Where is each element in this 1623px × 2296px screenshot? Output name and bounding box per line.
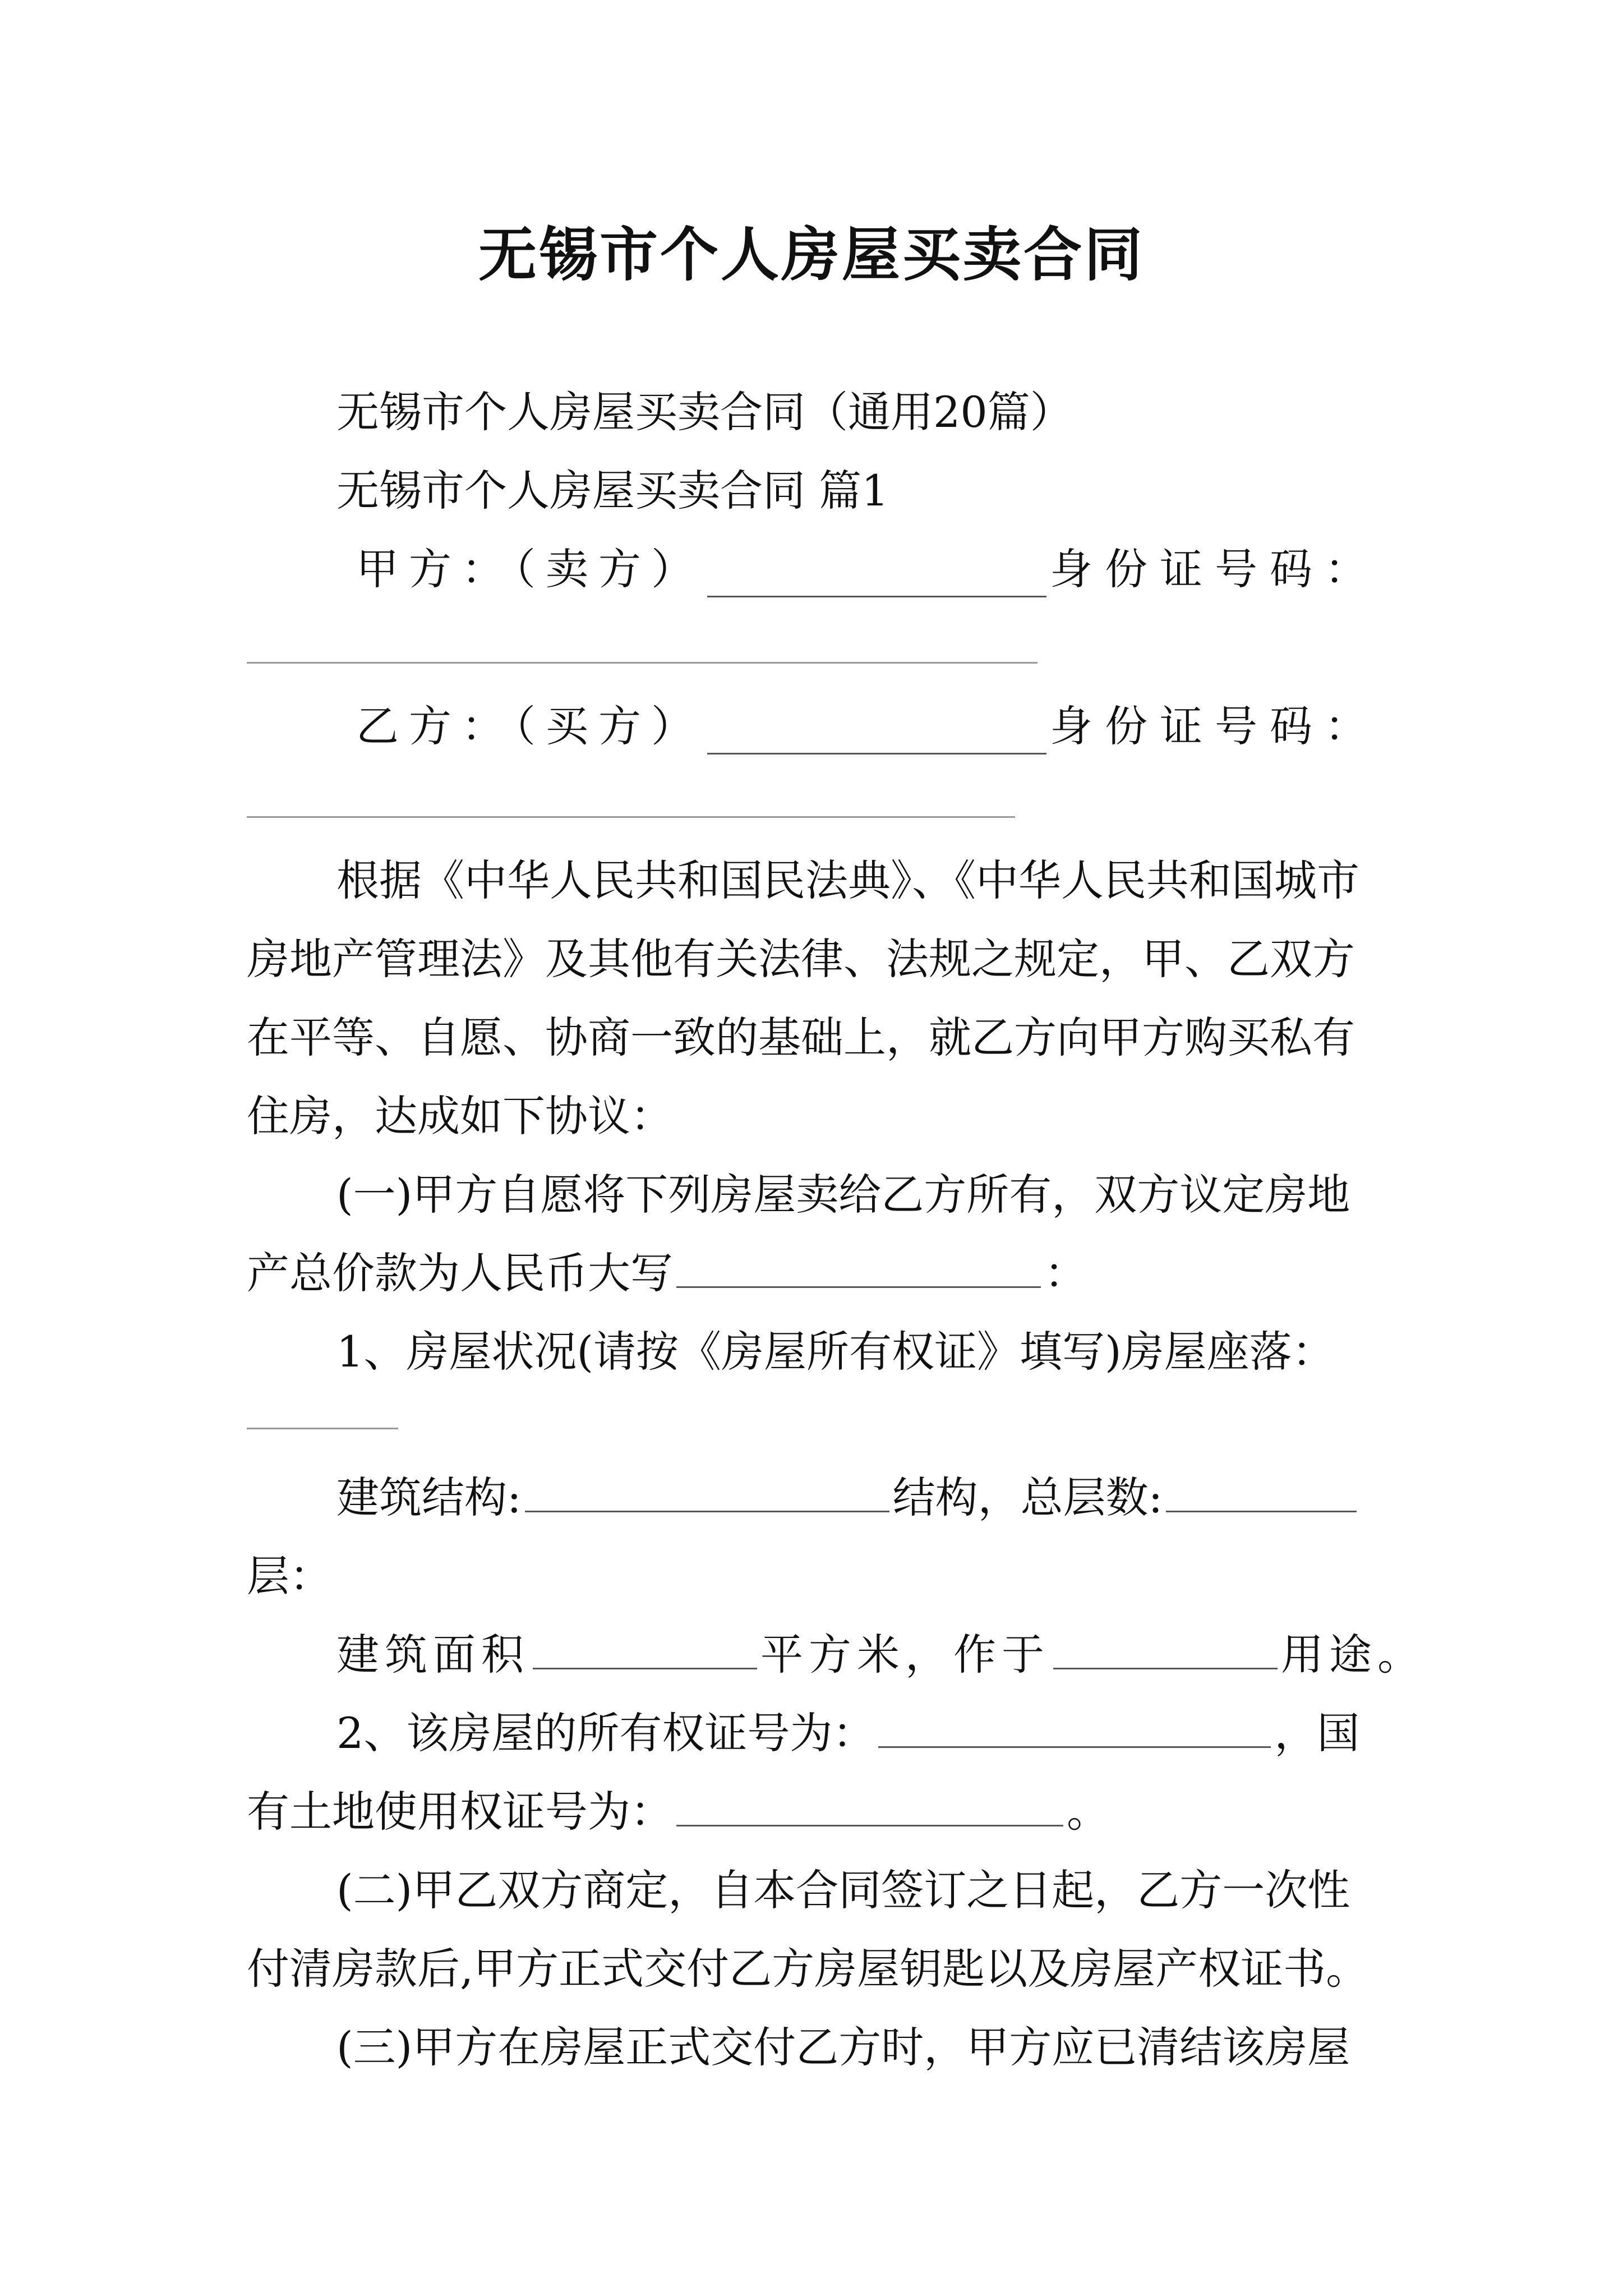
clause1-colon: ： bbox=[1044, 1248, 1087, 1298]
structure-blank bbox=[525, 1470, 889, 1512]
land-cert-blank bbox=[676, 1784, 1063, 1826]
intro-line-4: 住房，达成如下协议： bbox=[247, 1091, 673, 1141]
intro-line-3: 在平等、自愿、协商一致的基础上，就乙方向甲方购买私有 bbox=[247, 1013, 1355, 1062]
usage-blank bbox=[1053, 1627, 1278, 1669]
location-blank bbox=[247, 1428, 398, 1429]
intro-line-1: 根据《中华人民共和国民法典》、《中华人民共和国城市 bbox=[336, 855, 1359, 905]
area-mid: 平方米，作于 bbox=[760, 1630, 1050, 1680]
structure-row bbox=[336, 1470, 1380, 1526]
intro-line-2: 房地产管理法》及其他有关法律、法规之规定，甲、乙双方 bbox=[247, 934, 1355, 984]
ownership-cert-label: 2、该房屋的所有权证号为： bbox=[336, 1708, 875, 1758]
structure-tail: 层： bbox=[247, 1551, 332, 1601]
ownership-cert-blank bbox=[878, 1706, 1271, 1748]
land-cert-label: 有土地使用权证号为： bbox=[247, 1787, 673, 1837]
document-title: 无锡市个人房屋买卖合同 bbox=[478, 220, 1145, 289]
party-b-label: 乙方：（买方） bbox=[356, 701, 704, 751]
item1-location: 1、房屋状况(请按《房屋所有权证》填写)房屋座落： bbox=[336, 1327, 1335, 1377]
party-a-name-blank bbox=[707, 555, 1046, 597]
total-price-blank bbox=[676, 1246, 1041, 1288]
floors-blank bbox=[1166, 1470, 1357, 1512]
structure-mid: 结构，总层数: bbox=[892, 1473, 1163, 1522]
party-a-row bbox=[356, 541, 1380, 597]
party-a-id-blank bbox=[247, 662, 1038, 664]
area-row bbox=[336, 1627, 1426, 1683]
subtitle: 无锡市个人房屋买卖合同（通用20篇） bbox=[336, 387, 1073, 437]
structure-label: 建筑结构: bbox=[336, 1473, 522, 1522]
clause2-line-2: 付清房款后,甲方正式交付乙方房屋钥匙以及房屋产权证书。 bbox=[247, 1944, 1369, 1994]
clause1-line-2 bbox=[247, 1245, 1380, 1301]
party-b-id-blank bbox=[247, 816, 1015, 818]
area-blank bbox=[533, 1627, 757, 1669]
clause3-line-1: (三)甲方在房屋正式交付乙方时，甲方应已清结该房屋 bbox=[336, 2022, 1350, 2072]
clause2-line-1: (二)甲乙双方商定，自本合同签订之日起，乙方一次性 bbox=[336, 1865, 1350, 1915]
party-a-label: 甲方：（卖方） bbox=[356, 544, 704, 594]
party-b-name-blank bbox=[707, 712, 1046, 754]
clause1-line-1: (一)甲方自愿将下列房屋卖给乙方所有，双方议定房地 bbox=[336, 1170, 1350, 1220]
party-a-id-label: 身份证号码： bbox=[1050, 544, 1380, 594]
item2-line-2 bbox=[247, 1784, 1380, 1840]
item2-line1-suffix: ，国 bbox=[1274, 1708, 1360, 1758]
item2-line-1 bbox=[336, 1705, 1380, 1761]
area-tail: 用途。 bbox=[1281, 1630, 1426, 1680]
section-heading: 无锡市个人房屋买卖合同 篇1 bbox=[336, 466, 889, 516]
party-b-id-label: 身份证号码： bbox=[1050, 701, 1380, 751]
clause1-price-label: 产总价款为人民币大写 bbox=[247, 1248, 673, 1298]
area-label: 建筑面积 bbox=[336, 1630, 529, 1680]
party-b-row bbox=[356, 698, 1380, 754]
item2-line2-suffix: 。 bbox=[1067, 1787, 1109, 1837]
